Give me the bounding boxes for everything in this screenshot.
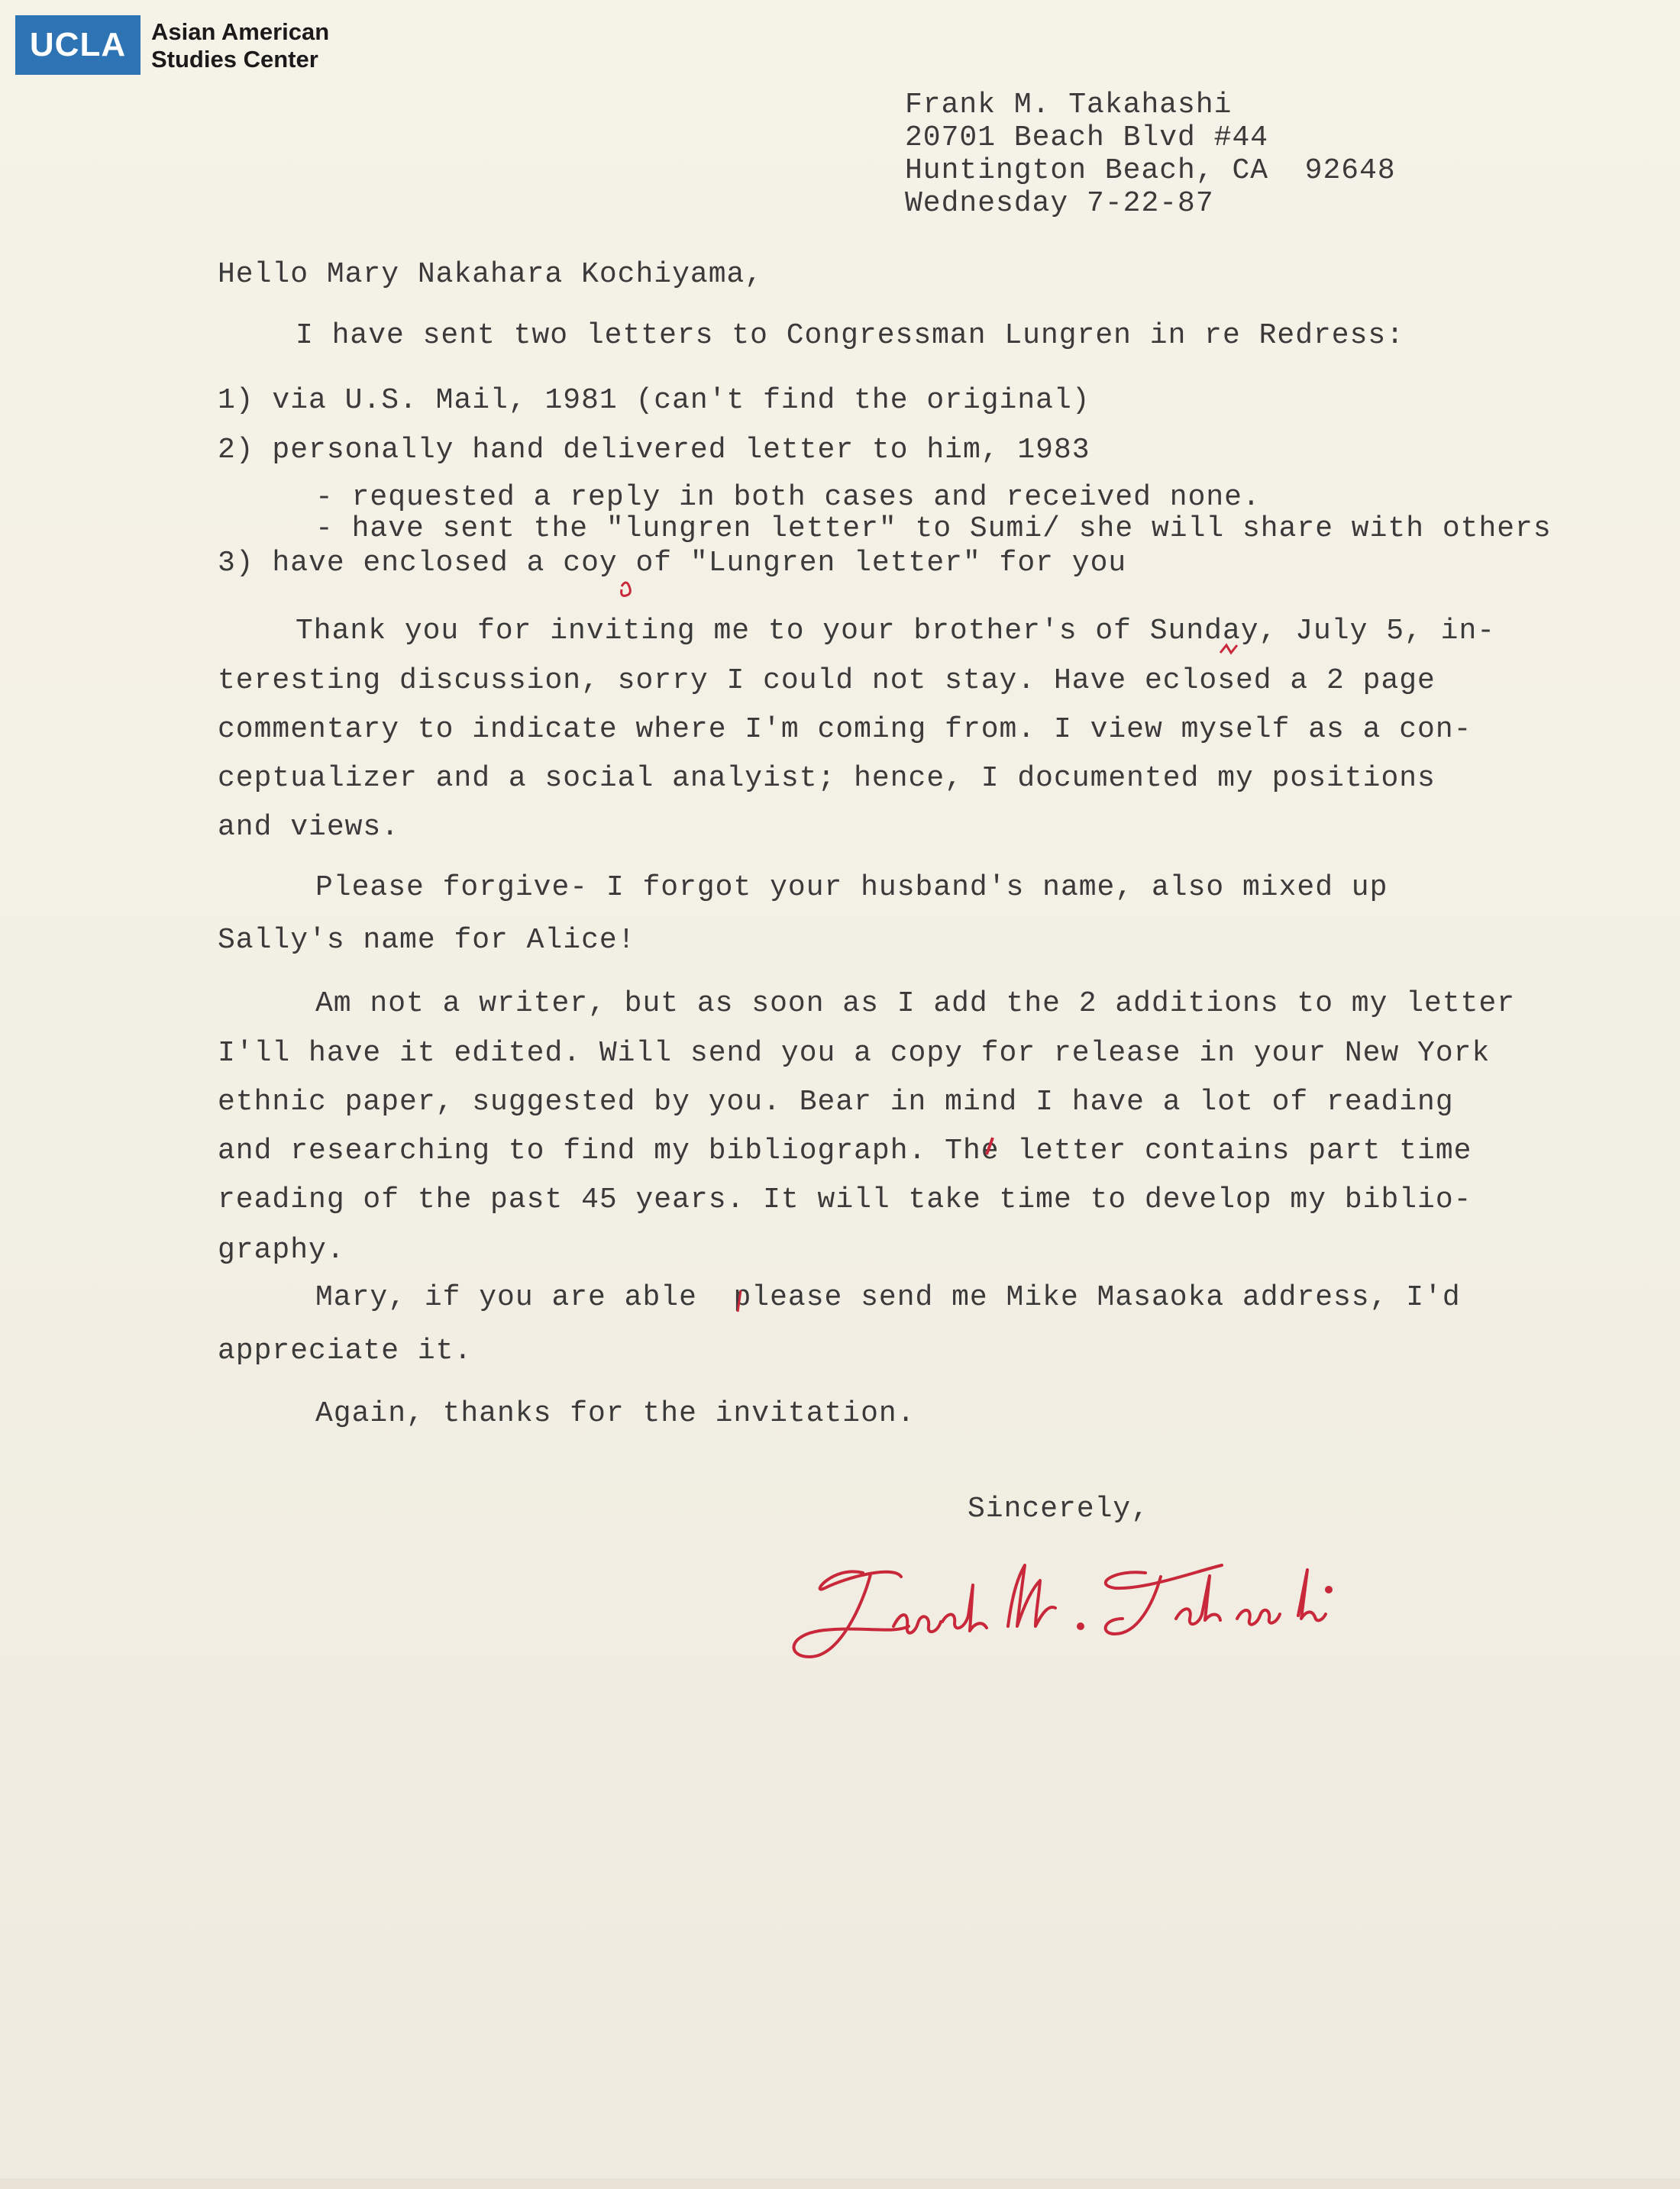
para2-line-1: Please forgive- I forgot your husband's name, also mixed up [315,871,1388,904]
caret-mark-n [1220,645,1237,653]
para3-line-1: Am not a writer, but as soon as I add the 2 additions to my letter [315,987,1516,1020]
greeting: Hello Mary Nakahara Kochiyama, [218,258,764,291]
list-item-3: 3) have enclosed a coy of "Lungren letter" for you [218,547,1127,580]
para3-line-2: I'll have it edited. Will send you a copy for release in your New York [218,1037,1491,1070]
signature [779,1542,1375,1680]
para3-line-5: reading of the past 45 years. It will take time to develop my biblio- [218,1183,1472,1216]
intro-line: I have sent two letters to Congressman Lungren in re Redress: [296,319,1405,352]
center-name-line2: Studies Center [151,46,318,73]
para3-line-3: ethnic paper, suggested by you. Bear in mind I have a lot of reading [218,1086,1454,1119]
para1-line-3: commentary to indicate where I'm coming from. I view myself as a con- [218,713,1472,746]
paper-edge [0,2178,1680,2189]
closing: Sincerely, [968,1493,1150,1526]
list-item-2: 2) personally hand delivered letter to him, 1983 [218,434,1090,467]
period-mark [987,1138,993,1154]
list-subitem-2: - have sent the "lungren letter" to Sumi/ she will share with others [315,512,1552,545]
comma-mark [738,1290,741,1312]
closing-paragraph: Again, thanks for the invitation. [315,1397,916,1430]
caret-mark-p [622,583,631,596]
date-line: Wednesday 7-22-87 [905,187,1214,220]
para1-line-4: ceptualizer and a social analyist; hence, I documented my positions [218,762,1436,795]
address-line-3: Huntington Beach, CA 92648 [905,154,1396,187]
para3-line-4: and researching to find my bibliograph. The letter contains part time [218,1135,1472,1167]
list-subitem-1: - requested a reply in both cases and received none. [315,481,1261,514]
ucla-wordmark: UCLA [15,15,141,75]
para1-line-5: and views. [218,811,400,844]
para2-line-2: Sally's name for Alice! [218,924,636,957]
center-name-line1: Asian American [151,18,330,45]
para1-line-1: Thank you for inviting me to your brother's of Sunday, July 5, in- [296,615,1496,647]
para1-line-2: teresting discussion, sorry I could not stay. Have eclosed a 2 page [218,664,1436,697]
para3-line-6: graphy. [218,1234,345,1267]
address-line-2: 20701 Beach Blvd #44 [905,121,1269,154]
list-item-1: 1) via U.S. Mail, 1981 (can't find the original) [218,384,1090,417]
para4-line-2: appreciate it. [218,1335,473,1367]
para4-line-1: Mary, if you are able please send me Mike Masaoka address, I'd [315,1281,1461,1314]
address-line-1: Frank M. Takahashi [905,89,1233,121]
